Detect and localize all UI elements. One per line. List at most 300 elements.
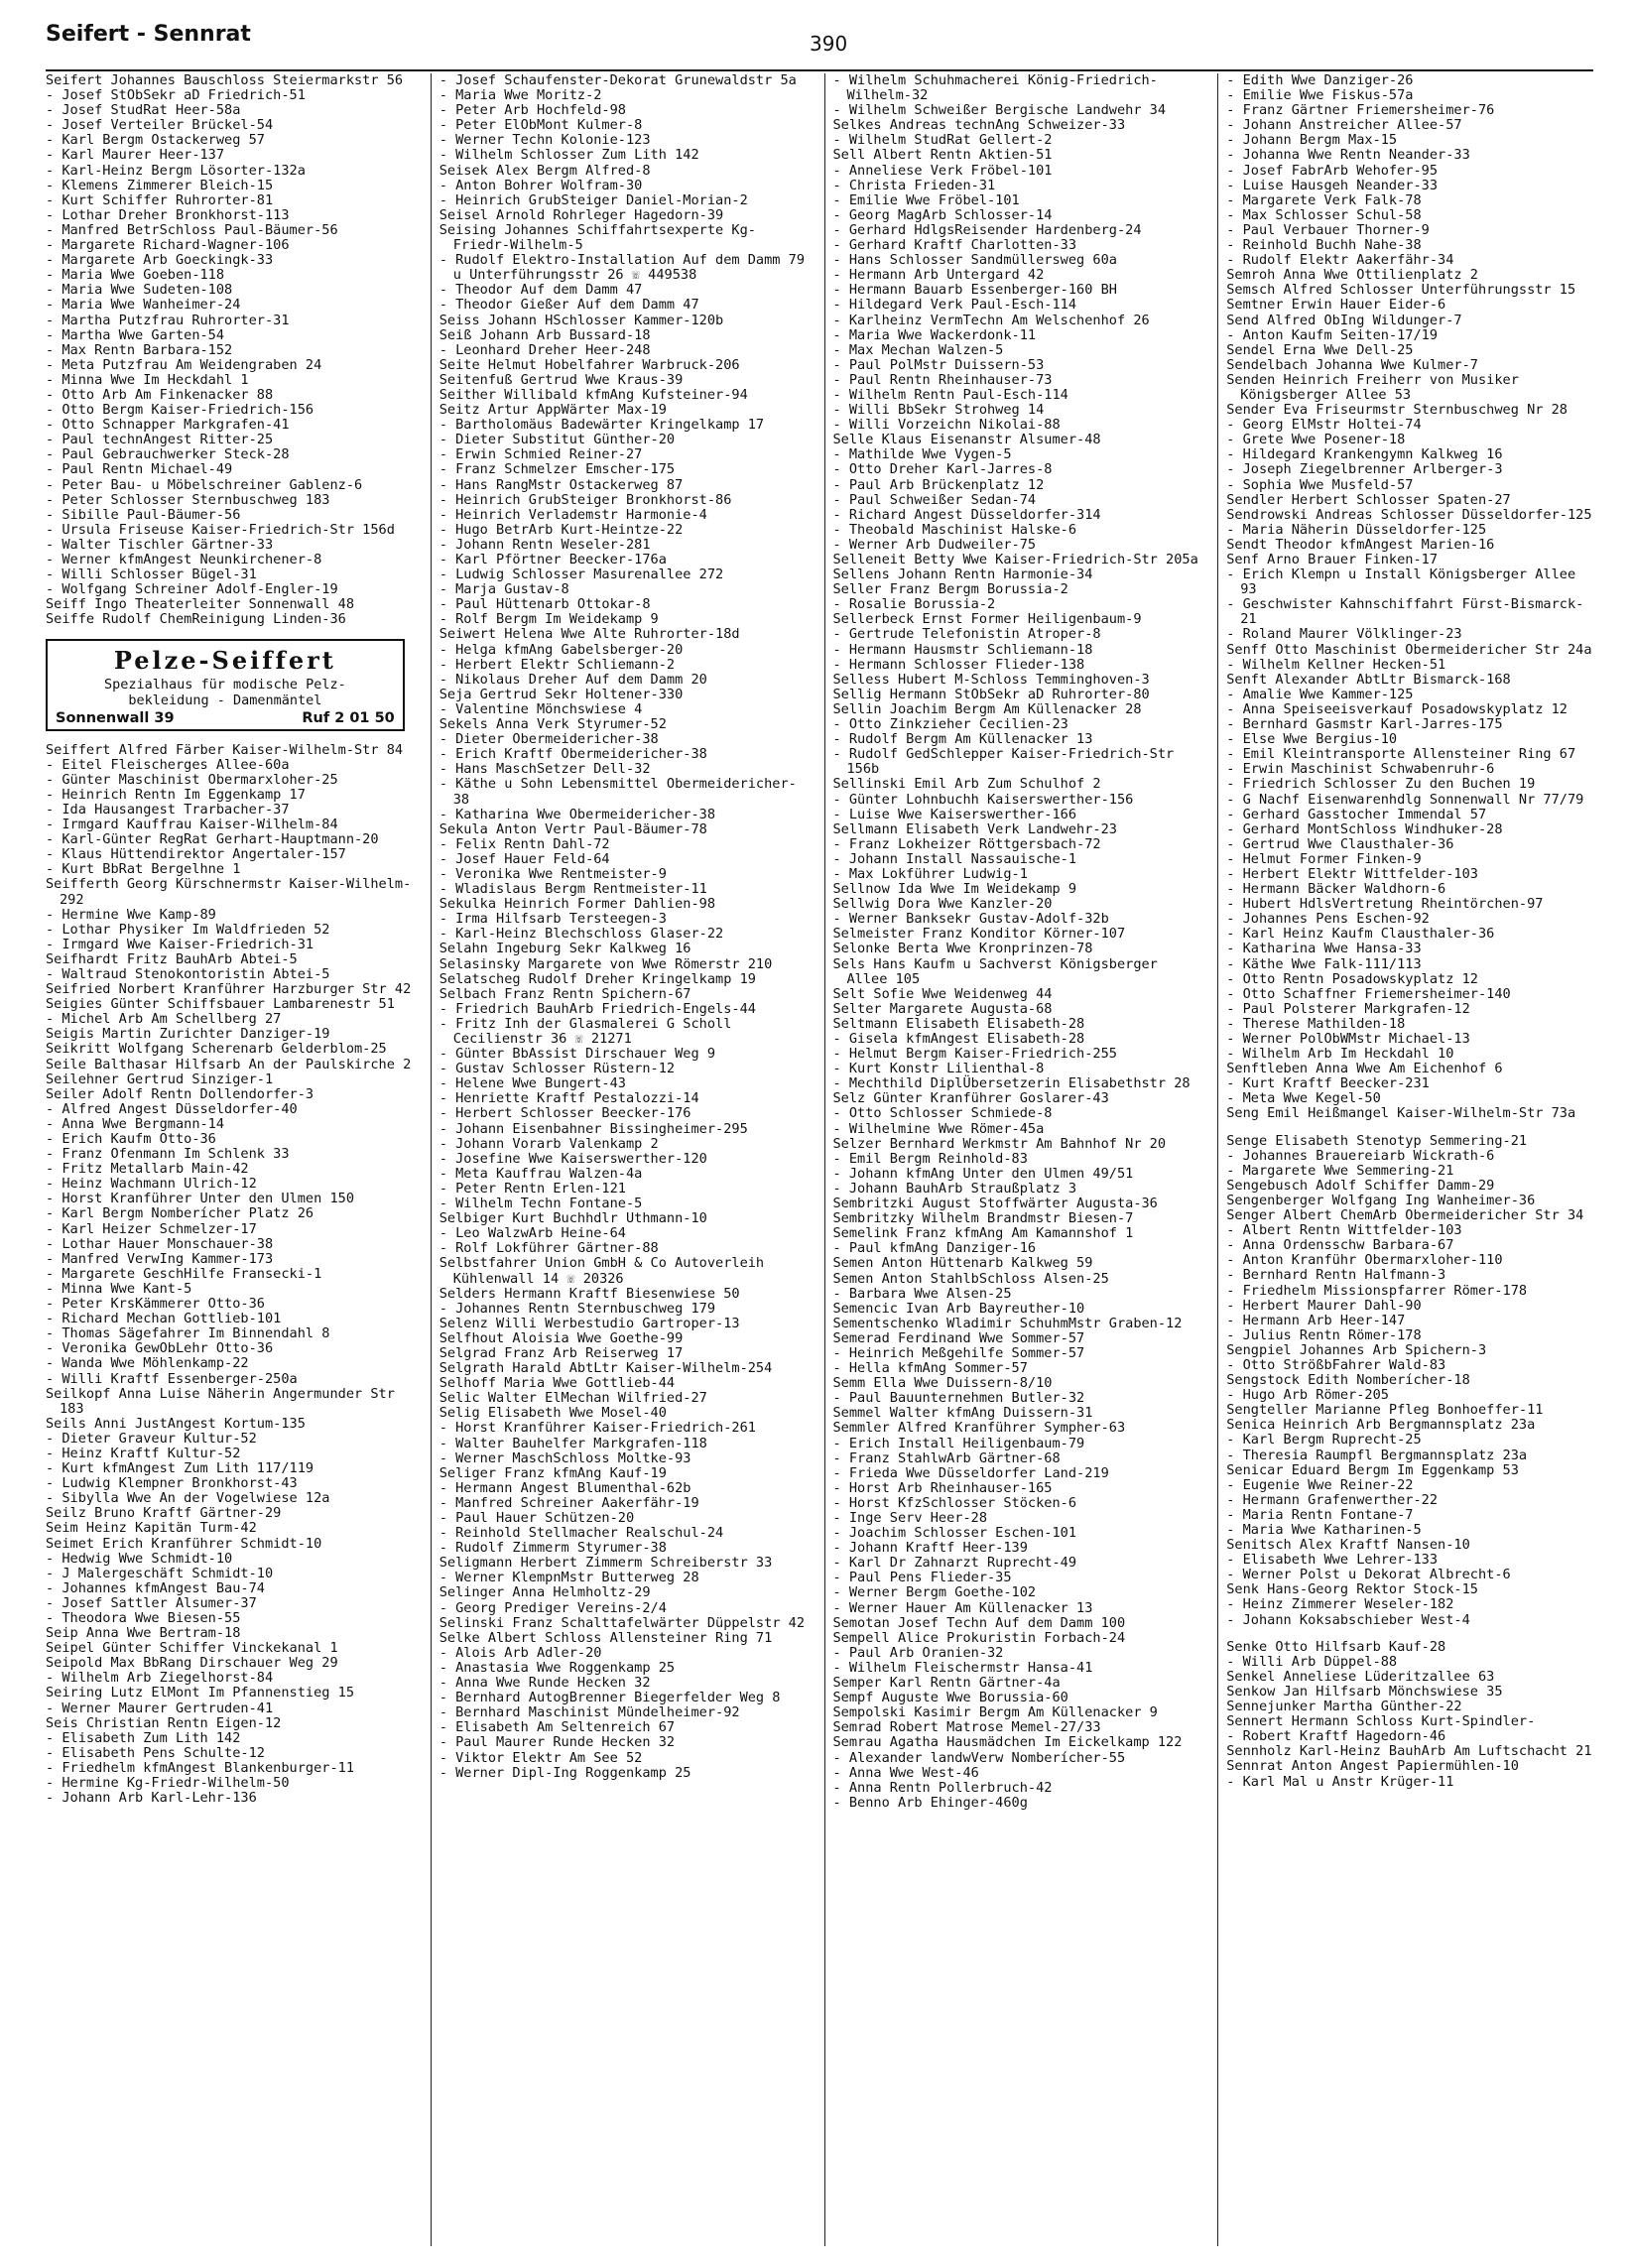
directory-entry: - Karl Mal u Anstr Krüger-11 xyxy=(1226,1773,1454,1790)
directory-entry: - Klemens Zimmerer Bleich-15 xyxy=(46,177,274,193)
directory-entry: - Elisabeth Wwe Lehrer-133 xyxy=(1226,1552,1439,1569)
directory-entry: - Heinrich Verlademstr Harmonie-4 xyxy=(439,506,707,523)
directory-entry: - Theodor Auf dem Damm 47 xyxy=(439,282,643,299)
directory-entry: - Johann Eisenbahner Bissingheimer-295 xyxy=(439,1120,748,1137)
directory-entry: Sekels Anna Verk Styrumer-52 xyxy=(439,716,667,733)
directory-entry: - Werner Banksekr Gustav-Adolf-32b xyxy=(832,911,1109,928)
directory-entry: - Heinrich GrubSteiger Bronkhorst-86 xyxy=(439,491,732,508)
directory-entry: Sellnow Ida Wwe Im Weidekamp 9 xyxy=(832,881,1077,898)
directory-entry: Selders Hermann Kraftf Biesenwiese 50 xyxy=(439,1285,740,1302)
directory-entry: Seim Heinz Kapitän Turm-42 xyxy=(46,1520,257,1537)
directory-entry: - Manfred BetrSchloss Paul-Bäumer-56 xyxy=(46,221,338,238)
directory-entry: - Wilhelm Schweißer Bergische Landwehr 34 xyxy=(832,102,1167,119)
directory-entry: - Margarete Richard-Wagner-106 xyxy=(46,237,290,254)
directory-entry: - Anton Kranführ Obermarxloher-110 xyxy=(1226,1252,1503,1269)
directory-entry: - Henriette Kraftf Pestalozzi-14 xyxy=(439,1090,699,1107)
directory-entry: Selhoff Maria Wwe Gottlieb-44 xyxy=(439,1375,676,1392)
directory-entry: - Lothar Hauer Monschauer-38 xyxy=(46,1235,274,1252)
directory-entry: - Hans RangMstr Ostackerweg 87 xyxy=(439,476,684,493)
directory-entry: Selgrath Harald AbtLtr Kaiser-Wilhelm-254 xyxy=(439,1360,773,1377)
directory-entry: Sellig Hermann StObSekr aD Ruhrorter-80 xyxy=(832,686,1150,702)
directory-entry: - Helga kfmAng Gabelsberger-20 xyxy=(439,641,684,658)
directory-entry: - Klaus Hüttendirektor Angertaler-157 xyxy=(46,846,346,863)
directory-entry: - Paul technAngest Ritter-25 xyxy=(46,432,274,448)
directory-entry: - Johann Install Nassauische-1 xyxy=(832,850,1077,867)
directory-entry: Sellmann Elisabeth Verk Landwehr-23 xyxy=(832,820,1117,837)
directory-entry: Seigis Martin Zurichter Danziger-19 xyxy=(46,1026,330,1043)
directory-entry: - Werner Hauer Am Küllenacker 13 xyxy=(832,1599,1093,1616)
directory-entry: - Wladislaus Bergm Rentmeister-11 xyxy=(439,881,707,898)
directory-entry: Senff Otto Maschinist Obermeidericher Str 24a xyxy=(1226,641,1592,658)
directory-entry: Sennejunker Martha Günther-22 xyxy=(1226,1699,1462,1715)
directory-entry: - Max Lokführer Ludwig-1 xyxy=(832,865,1028,882)
directory-entry: - Ida Hausangest Trarbacher-37 xyxy=(46,801,290,818)
directory-entry: - Maria Wwe Wackerdonk-11 xyxy=(832,326,1037,343)
directory-entry: - Hermann Bäcker Waldhorn-6 xyxy=(1226,881,1446,898)
directory-entry: - Bartholomäus Badewärter Kringelkamp 17 xyxy=(439,417,765,434)
directory-entry: - Günter Maschinist Obermarxloher-25 xyxy=(46,771,338,788)
directory-entry: - Paul Gebrauchwerker Steck-28 xyxy=(46,446,290,463)
directory-entry: - Max Schlosser Schul-58 xyxy=(1226,206,1422,223)
directory-entry: - Viktor Elektr Am See 52 xyxy=(439,1749,643,1766)
directory-entry: - Luise Hausgeh Neander-33 xyxy=(1226,177,1439,193)
page-header xyxy=(46,22,1593,71)
ad-phone: Ruf 2 01 50 xyxy=(302,710,395,727)
directory-entry: - Karl Maurer Heer-137 xyxy=(46,147,225,164)
directory-entry: - Katharina Wwe Hansa-33 xyxy=(1226,941,1422,957)
directory-entry: - Johanna Wwe Rentn Neander-33 xyxy=(1226,147,1470,164)
directory-entry: - Dieter Graveur Kultur-52 xyxy=(46,1430,257,1447)
directory-entry: - Wanda Wwe Möhlenkamp-22 xyxy=(46,1355,249,1372)
directory-entry: - Reinhold Stellmacher Realschul-24 xyxy=(439,1525,724,1542)
directory-entry: Seilkopf Anna Luise Näherin Angermunder Str 183 xyxy=(46,1385,395,1417)
directory-entry: - Theresia Raumpfl Bergmannsplatz 23a xyxy=(1226,1447,1528,1463)
directory-entry: - Josef StudRat Heer-58a xyxy=(46,102,241,119)
directory-entry: - Rudolf Elektro-Installation Auf dem Damm 79 u Unterführungsstr 26 ☏ 449538 xyxy=(439,252,806,284)
directory-entry: Sellwig Dora Wwe Kanzler-20 xyxy=(832,896,1053,913)
directory-entry: - Luise Wwe Kaiserswerther-166 xyxy=(832,806,1077,822)
directory-entry: Sendler Herbert Schlosser Spaten-27 xyxy=(1226,491,1511,508)
directory-entry: - Bernhard Gasmstr Karl-Jarres-175 xyxy=(1226,716,1503,733)
directory-entry: - Hermine Wwe Kamp-89 xyxy=(46,906,216,923)
directory-entry: Sempell Alice Prokuristin Forbach-24 xyxy=(832,1629,1126,1646)
directory-entry: - Heinrich GrubSteiger Daniel-Morian-2 xyxy=(439,191,748,208)
directory-entry: - Emil Bergm Reinhold-83 xyxy=(832,1150,1028,1167)
directory-entry: - Günter Lohnbuchh Kaiserswerther-156 xyxy=(832,791,1134,808)
directory-entry: - Margarete Verk Falk-78 xyxy=(1226,191,1422,208)
directory-entry: - Christa Frieden-31 xyxy=(832,177,996,193)
directory-entry: Senk Hans-Georg Rektor Stock-15 xyxy=(1226,1581,1478,1598)
directory-entry: - Herbert Elektr Wittfelder-103 xyxy=(1226,865,1478,882)
directory-entry: - Johannes Brauereiarb Wickrath-6 xyxy=(1226,1147,1495,1164)
directory-entry: Seisel Arnold Rohrleger Hagedorn-39 xyxy=(439,206,724,223)
directory-entry: Selke Albert Schloss Allensteiner Ring 71 xyxy=(439,1629,773,1646)
directory-entry: - Michel Arb Am Schellberg 27 xyxy=(46,1011,282,1028)
directory-entry: - Hermann Schlosser Flieder-138 xyxy=(832,656,1085,673)
directory-entry: Senitsch Alex Kraftf Nansen-10 xyxy=(1226,1537,1470,1554)
directory-entry: - Frieda Wwe Düsseldorfer Land-219 xyxy=(832,1464,1109,1481)
directory-entry: - Hermann Arb Heer-147 xyxy=(1226,1312,1406,1328)
column-2-entries xyxy=(439,73,807,1781)
directory-entry: Semsch Alfred Schlosser Unterführungsstr 15 xyxy=(1226,282,1576,299)
directory-entry: - Werner Polst u Dekorat Albrecht-6 xyxy=(1226,1567,1511,1583)
directory-entry: - Kurt Kraftf Beecker-231 xyxy=(1226,1075,1430,1092)
directory-entry: - Veronika GewObLehr Otto-36 xyxy=(46,1340,274,1357)
directory-entry: - Gerhard HdlgsReisender Hardenberg-24 xyxy=(832,221,1142,238)
directory-entry: - Dieter Substitut Günther-20 xyxy=(439,432,676,448)
directory-entry: - Robert Kraftf Hagedorn-46 xyxy=(1226,1728,1446,1745)
directory-entry: - Theodora Wwe Biesen-55 xyxy=(46,1610,241,1626)
directory-entry: - Waltraud Stenokontoristin Abtei-5 xyxy=(46,965,330,982)
directory-entry: - Erich Klempn u Install Königsberger Allee 93 xyxy=(1226,567,1576,598)
directory-entry: Selless Hubert M-Schloss Temminghoven-3 xyxy=(832,671,1150,688)
directory-entry: Selfhout Aloisia Wwe Goethe-99 xyxy=(439,1329,684,1346)
directory-entry: - Günter BbAssist Dirschauer Weg 9 xyxy=(439,1046,716,1063)
directory-entry: - Käthe u Sohn Lebensmittel Obermeidericher-38 xyxy=(439,776,797,808)
directory-entry: - Maria Wwe Moritz-2 xyxy=(439,87,602,104)
directory-entry: - Otto Rentn Posadowskyplatz 12 xyxy=(1226,970,1478,987)
directory-entry: Sennrat Anton Angest Papiermühlen-10 xyxy=(1226,1758,1519,1775)
directory-entry: Sendel Erna Wwe Dell-25 xyxy=(1226,341,1414,358)
directory-entry: Seifried Norbert Kranführer Harzburger Str 42 xyxy=(46,981,412,998)
directory-entry: - Minna Wwe Kant-5 xyxy=(46,1280,192,1297)
directory-entry: - Joachim Schlosser Eschen-101 xyxy=(832,1525,1077,1542)
directory-entry: - Johannes Pens Eschen-92 xyxy=(1226,911,1430,928)
directory-entry: - Horst Arb Rheinhauser-165 xyxy=(832,1479,1053,1496)
directory-entry: Senicar Eduard Bergm Im Eggenkamp 53 xyxy=(1226,1461,1519,1478)
directory-entry: - Horst Kranführer Kaiser-Friedrich-261 xyxy=(439,1420,756,1437)
directory-entry: Seimet Erich Kranführer Schmidt-10 xyxy=(46,1535,322,1552)
directory-entry: - Hedwig Wwe Schmidt-10 xyxy=(46,1550,233,1567)
directory-entry: Senkel Anneliese Lüderitzallee 63 xyxy=(1226,1668,1495,1685)
directory-entry: - Wilhelm Kellner Hecken-51 xyxy=(1226,656,1446,673)
directory-entry: Sender Eva Friseurmstr Sternbuschweg Nr 28 xyxy=(1226,402,1568,419)
directory-entry: Sembritzky Wilhelm Brandmstr Biesen-7 xyxy=(832,1210,1134,1227)
directory-entry: Selic Walter ElMechan Wilfried-27 xyxy=(439,1390,707,1407)
directory-entry: Seip Anna Wwe Bertram-18 xyxy=(46,1625,241,1642)
directory-entry: - Gerhard Gasstocher Immendal 57 xyxy=(1226,806,1487,822)
directory-entry: - Horst Kranführer Unter den Ulmen 150 xyxy=(46,1191,354,1207)
directory-entry: Selbach Franz Rentn Spichern-67 xyxy=(439,985,691,1002)
directory-entry: Sekula Anton Vertr Paul-Bäumer-78 xyxy=(439,820,707,837)
directory-entry: - Hugo BetrArb Kurt-Heintze-22 xyxy=(439,521,684,538)
directory-entry: - Rosalie Borussia-2 xyxy=(832,596,996,613)
directory-entry: - Hermann Hausmstr Schliemann-18 xyxy=(832,641,1093,658)
running-head: Seifert - Sennrat xyxy=(46,22,251,47)
directory-entry: - Peter Arb Hochfeld-98 xyxy=(439,102,626,119)
directory-entry: - Johann Bergm Max-15 xyxy=(1226,132,1398,149)
directory-entry: - Paul Maurer Runde Hecken 32 xyxy=(439,1734,676,1751)
directory-entry: - Helmut Former Finken-9 xyxy=(1226,850,1422,867)
directory-columns xyxy=(46,73,1593,2246)
directory-entry: - Therese Mathilden-18 xyxy=(1226,1015,1406,1032)
directory-entry: - Peter Rentn Erlen-121 xyxy=(439,1180,626,1197)
directory-entry: Selinger Anna Helmholtz-29 xyxy=(439,1584,651,1601)
directory-entry: Senftleben Anna Wwe Am Eichenhof 6 xyxy=(1226,1061,1503,1077)
directory-entry: - Karl Bergm Ostackerweg 57 xyxy=(46,132,265,149)
directory-entry: Selkes Andreas technAng Schweizer-33 xyxy=(832,117,1126,134)
directory-entry: - Willi Arb Düppel-88 xyxy=(1226,1653,1398,1670)
directory-entry: - Anton Bohrer Wolfram-30 xyxy=(439,177,643,193)
directory-entry: Senkow Jan Hilfsarb Mönchswiese 35 xyxy=(1226,1683,1503,1700)
directory-entry: Semrau Agatha Hausmädchen Im Eickelkamp 122 xyxy=(832,1734,1183,1751)
directory-entry: - Karl Bergm Nomberícher Platz 26 xyxy=(46,1205,314,1222)
directory-entry: Semmel Walter kfmAng Duissern-31 xyxy=(832,1405,1093,1422)
directory-entry: - Hugo Arb Römer-205 xyxy=(1226,1387,1389,1404)
directory-entry: - Friedhelm kfmAngest Blankenburger-11 xyxy=(46,1759,354,1776)
directory-entry: - Ludwig Klempner Bronkhorst-43 xyxy=(46,1475,298,1492)
directory-entry: - Gertrud Wwe Clausthaler-36 xyxy=(1226,835,1454,852)
directory-entry: - Richard Mechan Gottlieb-101 xyxy=(46,1311,282,1327)
directory-entry: - Alois Arb Adler-20 xyxy=(439,1644,602,1661)
directory-entry: - Johann Rentn Weseler-281 xyxy=(439,536,651,553)
column-1-entries-bottom xyxy=(46,743,413,1807)
directory-entry: - Heinrich Meßgehilfe Sommer-57 xyxy=(832,1344,1085,1361)
directory-entry: - Wilhelmine Wwe Römer-45a xyxy=(832,1120,1045,1137)
directory-entry: Seller Franz Bergm Borussia-2 xyxy=(832,581,1068,598)
directory-entry: Selgrad Franz Arb Reiserweg 17 xyxy=(439,1344,684,1361)
directory-entry: - Manfred Schreiner Aakerfähr-19 xyxy=(439,1494,699,1511)
directory-entry: Seisek Alex Bergm Alfred-8 xyxy=(439,162,651,179)
directory-entry: - Marja Gustav-8 xyxy=(439,581,569,598)
directory-entry: - Otto Schlosser Schmiede-8 xyxy=(832,1105,1053,1122)
directory-entry: - Margarete Arb Goeckingk-33 xyxy=(46,252,274,269)
directory-entry: - Theobald Maschinist Halske-6 xyxy=(832,521,1077,538)
directory-entry: - Peter ElObMont Kulmer-8 xyxy=(439,117,643,134)
directory-entry: Semmler Alfred Kranführer Sympher-63 xyxy=(832,1420,1126,1437)
directory-entry: - Hermann Angest Blumenthal-62b xyxy=(439,1479,691,1496)
directory-entry: - Friedrich BauhArb Friedrich-Engels-44 xyxy=(439,1000,756,1017)
directory-entry: - Inge Serv Heer-28 xyxy=(832,1510,987,1526)
directory-entry: - Werner Arb Dudweiler-75 xyxy=(832,536,1037,553)
directory-entry: - Erich Install Heiligenbaum-79 xyxy=(832,1435,1085,1451)
directory-entry: - Heinz Wachmann Ulrich-12 xyxy=(46,1176,257,1193)
directory-entry: - Anton Kaufm Seiten-17/19 xyxy=(1226,326,1439,343)
directory-entry: Sengebusch Adolf Schiffer Damm-29 xyxy=(1226,1177,1495,1194)
directory-entry: - Erwin Schmied Reiner-27 xyxy=(439,446,643,463)
directory-entry: - Karl Bergm Ruprecht-25 xyxy=(1226,1432,1422,1449)
directory-entry: Sendelbach Johanna Wwe Kulmer-7 xyxy=(1226,356,1478,373)
directory-entry: - Werner MaschSchloss Moltke-93 xyxy=(439,1449,691,1466)
directory-entry: - Ursula Friseuse Kaiser-Friedrich-Str 156d xyxy=(46,521,395,538)
directory-entry: - Herbert Schlosser Beecker-176 xyxy=(439,1105,691,1122)
directory-entry: Seligmann Herbert Zimmerm Schreiberstr 33 xyxy=(439,1555,773,1572)
directory-entry: - Geschwister Kahnschiffahrt Fürst-Bismarck-21 xyxy=(1226,596,1584,628)
directory-entry: Semen Anton StahlbSchloss Alsen-25 xyxy=(832,1270,1109,1287)
directory-entry: - Heinrich Rentn Im Eggenkamp 17 xyxy=(46,786,306,803)
directory-entry: - Paul Schweißer Sedan-74 xyxy=(832,491,1037,508)
header-rule xyxy=(46,69,1593,71)
directory-entry: - Kurt kfmAngest Zum Lith 117/119 xyxy=(46,1460,314,1477)
directory-entry: - Eitel Fleischerges Allee-60a xyxy=(46,756,290,773)
directory-entry: Sembritzki August Stoffwärter Augusta-36 xyxy=(832,1196,1158,1212)
directory-entry: - Minna Wwe Im Heckdahl 1 xyxy=(46,371,249,388)
directory-entry: Selasinsky Margarete von Wwe Römerstr 210 xyxy=(439,955,773,972)
directory-entry: - Paul Rentn Rheinhauser-73 xyxy=(832,371,1053,388)
column-1 xyxy=(46,73,413,2246)
directory-entry: - Otto Arb Am Finkenacker 88 xyxy=(46,386,274,403)
directory-entry: - Ludwig Schlosser Masurenallee 272 xyxy=(439,567,724,583)
directory-entry: - Georg ElMstr Holtei-74 xyxy=(1226,417,1422,434)
directory-entry: - Hella kfmAng Sommer-57 xyxy=(832,1360,1028,1377)
directory-entry: - Werner PolObWMstr Michael-13 xyxy=(1226,1031,1470,1047)
directory-entry: - Irmgard Kauffrau Kaiser-Wilhelm-84 xyxy=(46,817,338,833)
directory-entry: - Johann Vorarb Valenkamp 2 xyxy=(439,1135,659,1152)
directory-entry: - Else Wwe Bergius-10 xyxy=(1226,731,1398,748)
directory-entry: Seja Gertrud Sekr Holtener-330 xyxy=(439,686,684,702)
directory-entry: Seiffert Alfred Färber Kaiser-Wilhelm-Str 84 xyxy=(46,741,404,758)
directory-entry: - Horst KfzSchlosser Stöcken-6 xyxy=(832,1494,1077,1511)
directory-entry: - Veronika Wwe Rentmeister-9 xyxy=(439,865,667,882)
directory-entry: - Max Rentn Barbara-152 xyxy=(46,341,233,358)
directory-entry: - Manfred VerwIng Kammer-173 xyxy=(46,1250,274,1267)
directory-entry: Seiffe Rudolf ChemReinigung Linden-36 xyxy=(46,611,346,628)
directory-entry: Senica Heinrich Arb Bergmannsplatz 23a xyxy=(1226,1417,1536,1434)
directory-entry: - Rolf Bergm Im Weidekamp 9 xyxy=(439,611,659,628)
directory-entry: - Heinz Zimmerer Weseler-182 xyxy=(1226,1596,1454,1613)
directory-entry: - Martha Putzfrau Ruhrorter-31 xyxy=(46,312,290,328)
directory-entry: - Karl Heinz Kaufm Clausthaler-36 xyxy=(1226,926,1495,943)
directory-entry: - Werner Dipl-Ing Roggenkamp 25 xyxy=(439,1764,691,1781)
directory-entry: - Peter Bau- u Möbelschreiner Gablenz-6 xyxy=(46,476,363,493)
advertisement-box xyxy=(46,639,405,730)
directory-entry: - Karl-Heinz Bergm Lösorter-132a xyxy=(46,162,306,179)
directory-entry: Sels Hans Kaufm u Sachverst Königsberger Allee 105 xyxy=(832,955,1158,987)
directory-entry: - Georg MagArb Schlosser-14 xyxy=(832,206,1053,223)
directory-entry: - Joseph Ziegelbrenner Arlberger-3 xyxy=(1226,461,1503,478)
directory-entry: Seipel Günter Schiffer Vinckekanal 1 xyxy=(46,1640,338,1657)
directory-entry: Send Alfred ObIng Wildunger-7 xyxy=(1226,312,1462,328)
directory-entry: - Amalie Wwe Kammer-125 xyxy=(1226,686,1414,702)
directory-entry: - Mechthild DiplÜbersetzerin Elisabethstr 28 xyxy=(832,1075,1191,1092)
directory-entry: - Karl Heizer Schmelzer-17 xyxy=(46,1220,257,1237)
directory-entry: Selzer Bernhard Werkmstr Am Bahnhof Nr 20 xyxy=(832,1135,1167,1152)
directory-entry: - Willi BbSekr Strohweg 14 xyxy=(832,402,1045,419)
directory-entry: - Rudolf Elektr Aakerfähr-34 xyxy=(1226,252,1454,269)
directory-entry: - Lothar Dreher Bronkhorst-113 xyxy=(46,206,290,223)
directory-entry: - Franz Lokheizer Röttgersbach-72 xyxy=(832,835,1101,852)
directory-entry: - Willi Kraftf Essenberger-250a xyxy=(46,1370,298,1387)
directory-entry: - Anna Wwe Bergmann-14 xyxy=(46,1115,225,1132)
directory-entry: Sellinski Emil Arb Zum Schulhof 2 xyxy=(832,776,1101,793)
directory-entry: - Alexander landwVerw Nomberícher-55 xyxy=(832,1749,1126,1766)
directory-entry: - Werner KlempnMstr Butterweg 28 xyxy=(439,1570,699,1586)
directory-entry: - Wilhelm Arb Im Heckdahl 10 xyxy=(1226,1046,1454,1063)
directory-entry: Sennholz Karl-Heinz BauhArb Am Luftschacht 21 xyxy=(1226,1743,1592,1760)
directory-entry: - Mathilde Wwe Vygen-5 xyxy=(832,446,1012,463)
directory-entry: - Josef Verteiler Brückel-54 xyxy=(46,117,274,134)
directory-entry: - J Malergeschäft Schmidt-10 xyxy=(46,1565,274,1581)
directory-entry: - Paul Hauer Schützen-20 xyxy=(439,1510,635,1526)
directory-entry: - Meta Putzfrau Am Weidengraben 24 xyxy=(46,356,322,373)
directory-entry: - Walter Bauhelfer Markgrafen-118 xyxy=(439,1435,707,1451)
column-4-entries xyxy=(1226,73,1593,1790)
column-4 xyxy=(1217,73,1593,2246)
directory-entry: - Gisela kfmAngest Elisabeth-28 xyxy=(832,1031,1085,1047)
directory-entry: - Peter Schlosser Sternbuschweg 183 xyxy=(46,491,330,508)
directory-entry: - Josef StObSekr aD Friedrich-51 xyxy=(46,87,306,104)
directory-entry: Selonke Berta Wwe Kronprinzen-78 xyxy=(832,941,1093,957)
directory-entry: - Anna Wwe Runde Hecken 32 xyxy=(439,1675,651,1692)
directory-entry: - Hermine Kg-Friedr-Wilhelm-50 xyxy=(46,1775,290,1792)
directory-entry: Sellerbeck Ernst Former Heiligenbaum-9 xyxy=(832,611,1142,628)
directory-entry: - Anna Rentn Pollerbruch-42 xyxy=(832,1779,1053,1796)
directory-entry: - Irmgard Wwe Kaiser-Friedrich-31 xyxy=(46,936,314,952)
directory-entry: - Fritz Inh der Glasmalerei G Scholl Cecilienstr 36 ☏ 21271 xyxy=(439,1015,732,1047)
directory-entry: - Elisabeth Zum Lith 142 xyxy=(46,1729,241,1746)
directory-entry: - Johann Arb Karl-Lehr-136 xyxy=(46,1790,257,1807)
directory-entry: Seifert Johannes Bauschloss Steiermarkstr 56 xyxy=(46,73,404,88)
directory-entry: - Josef Sattler Alsumer-37 xyxy=(46,1594,257,1611)
directory-entry: - Anneliese Verk Fröbel-101 xyxy=(832,162,1053,179)
directory-entry: - Kurt Konstr Lilienthal-8 xyxy=(832,1061,1045,1077)
directory-entry: - Maria Rentn Fontane-7 xyxy=(1226,1506,1414,1523)
directory-entry: Seiß Johann Arb Bussard-18 xyxy=(439,326,651,343)
directory-entry: - Rudolf Zimmerm Styrumer-38 xyxy=(439,1540,667,1557)
directory-entry: - Johann kfmAng Unter den Ulmen 49/51 xyxy=(832,1165,1134,1182)
directory-entry: - Paul Arb Brückenplatz 12 xyxy=(832,476,1045,493)
directory-entry: - Werner kfmAngest Neunkirchener-8 xyxy=(46,552,322,567)
directory-entry: - Johann Koksabschieber West-4 xyxy=(1226,1611,1470,1628)
directory-entry: - Erich Kraftf Obermeidericher-38 xyxy=(439,746,707,763)
directory-entry: - Felix Rentn Dahl-72 xyxy=(439,835,610,852)
directory-entry: - Johann BauhArb Straußplatz 3 xyxy=(832,1180,1077,1197)
directory-entry: - Emilie Wwe Fröbel-101 xyxy=(832,191,1020,208)
spacer xyxy=(1226,1122,1593,1134)
directory-entry: Senke Otto Hilfsarb Kauf-28 xyxy=(1226,1638,1446,1655)
directory-entry: - Gertrude Telefonistin Atroper-8 xyxy=(832,626,1101,643)
directory-entry: Seilz Bruno Kraftf Gärtner-29 xyxy=(46,1505,282,1522)
directory-entry: - Paul PolMstr Duissern-53 xyxy=(832,356,1045,373)
directory-entry: Selz Günter Kranführer Goslarer-43 xyxy=(832,1090,1109,1107)
directory-entry: Selenz Willi Werbestudio Gartroper-13 xyxy=(439,1315,740,1331)
directory-entry: - Josef FabrArb Wehofer-95 xyxy=(1226,162,1439,179)
directory-entry: - Johann Anstreicher Allee-57 xyxy=(1226,117,1462,134)
directory-entry: - Leonhard Dreher Heer-248 xyxy=(439,341,651,358)
directory-entry: - Bernhard AutogBrenner Biegerfelder Weg 8 xyxy=(439,1690,781,1706)
directory-entry: Senge Elisabeth Stenotyp Semmering-21 xyxy=(1226,1132,1528,1149)
directory-entry: - Julius Rentn Römer-178 xyxy=(1226,1326,1422,1343)
ad-title: Pelze-Seiffert xyxy=(113,646,336,676)
ad-description-line-1: Spezialhaus für modische Pelz- xyxy=(103,677,346,693)
directory-entry: Sengteller Marianne Pfleg Bonhoeffer-11 xyxy=(1226,1402,1544,1419)
directory-entry: - Benno Arb Ehinger-460g xyxy=(832,1794,1028,1811)
directory-entry: - Franz Gärtner Friemersheimer-76 xyxy=(1226,102,1495,119)
directory-entry: Sementschenko Wladimir SchuhmMstr Graben-12 xyxy=(832,1315,1183,1331)
directory-entry: Semencic Ivan Arb Bayreuther-10 xyxy=(832,1300,1085,1317)
directory-entry: Sellin Joachim Bergm Am Küllenacker 28 xyxy=(832,700,1142,717)
directory-entry: - Otto StrößbFahrer Wald-83 xyxy=(1226,1356,1446,1373)
directory-entry: - Karl Pförtner Beecker-176a xyxy=(439,552,667,567)
directory-entry: - Johannes Rentn Sternbuschweg 179 xyxy=(439,1300,716,1317)
directory-entry: - Karl-Heinz Blechschloss Glaser-22 xyxy=(439,926,724,943)
directory-entry: - Martha Wwe Garten-54 xyxy=(46,326,225,343)
directory-entry: Sengpiel Johannes Arb Spichern-3 xyxy=(1226,1341,1487,1358)
directory-entry: - Helmut Bergm Kaiser-Friedrich-255 xyxy=(832,1046,1117,1063)
directory-entry: Sendrowski Andreas Schlosser Düsseldorfer-125 xyxy=(1226,506,1592,523)
directory-entry: - Otto Bergm Kaiser-Friedrich-156 xyxy=(46,402,314,419)
directory-entry: - Bernhard Maschinist Mündelheimer-92 xyxy=(439,1704,740,1721)
directory-entry: Selbstfahrer Union GmbH & Co Autoverleih Kühlenwall 14 ☏ 20326 xyxy=(439,1255,765,1287)
directory-entry: - Wolfgang Schreiner Adolf-Engler-19 xyxy=(46,581,338,598)
column-2 xyxy=(431,73,807,2246)
directory-entry: Seitenfuß Gertrud Wwe Kraus-39 xyxy=(439,371,684,388)
directory-entry: Senger Albert ChemArb Obermeidericher Str 34 xyxy=(1226,1207,1584,1224)
directory-entry: - Elisabeth Pens Schulte-12 xyxy=(46,1744,265,1761)
directory-entry: Seiler Adolf Rentn Dollendorfer-3 xyxy=(46,1085,314,1102)
column-3-entries xyxy=(833,73,1200,1811)
directory-entry: - Rolf Lokführer Gärtner-88 xyxy=(439,1240,659,1257)
